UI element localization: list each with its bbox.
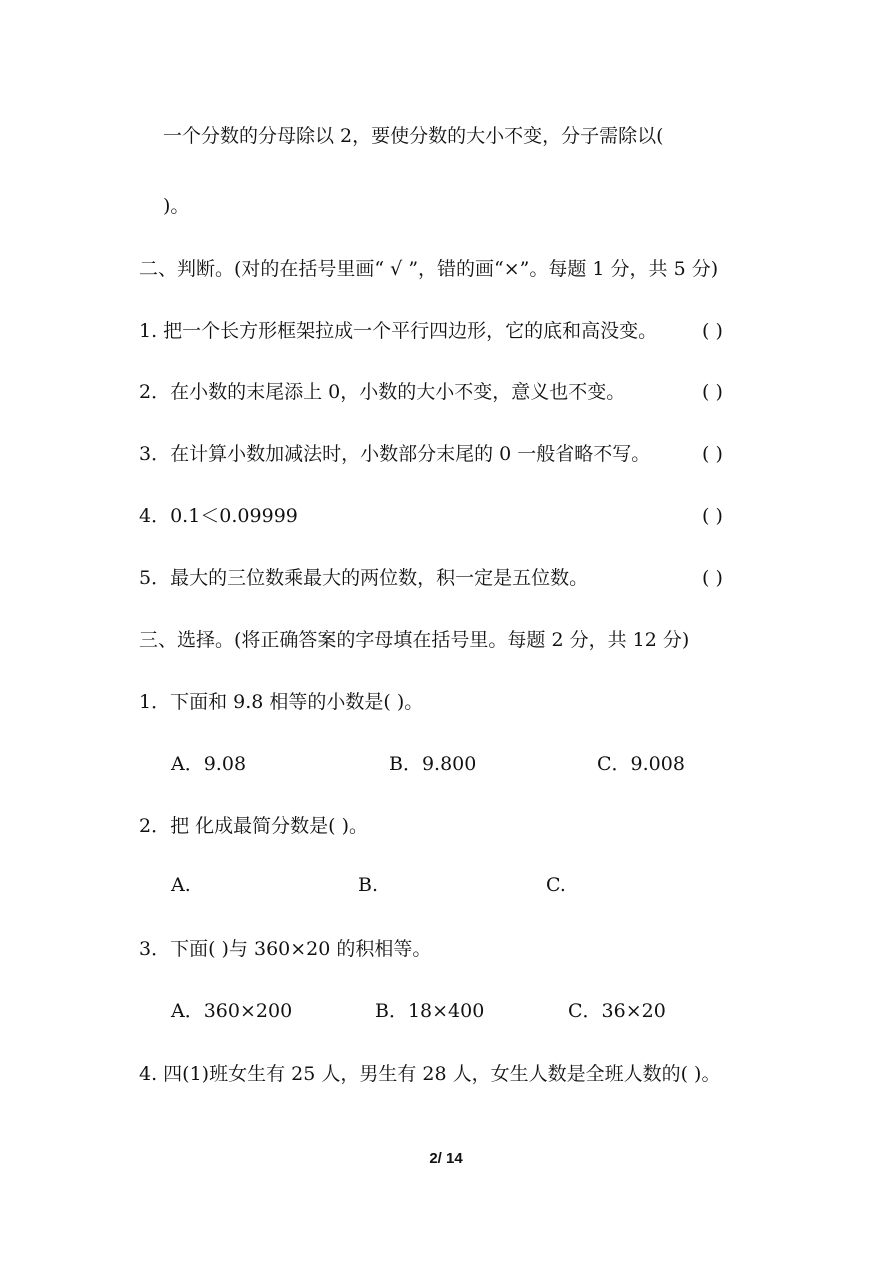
intro-line-1: 一个分数的分母除以 2，要使分数的大小不变，分子需除以( — [163, 125, 664, 147]
choice-q1-option-c[interactable]: C．9.008 — [597, 753, 685, 775]
judge-item-2: 2．在小数的末尾添上 0，小数的大小不变，意义也不变。 — [139, 381, 626, 403]
section3-heading: 三、选择。(将正确答案的字母填在括号里。每题 2 分，共 12 分) — [139, 629, 690, 651]
choice-q2: 2．把 化成最简分数是( )。 — [139, 815, 368, 837]
choice-q1: 1．下面和 9.8 相等的小数是( )。 — [139, 691, 424, 713]
choice-q3: 3．下面( )与 360×20 的积相等。 — [139, 938, 432, 960]
page-number: 2/ 14 — [429, 1150, 463, 1167]
choice-q2-option-b[interactable]: B. — [358, 874, 379, 896]
judge-blank-5[interactable]: ( ) — [702, 567, 723, 589]
judge-blank-3[interactable]: ( ) — [702, 443, 723, 465]
judge-item-3: 3．在计算小数加减法时，小数部分末尾的 0 一般省略不写。 — [139, 443, 651, 465]
judge-item-4: 4．0.1＜0.09999 — [139, 505, 298, 527]
judge-blank-4[interactable]: ( ) — [702, 505, 723, 527]
judge-blank-2[interactable]: ( ) — [702, 381, 723, 403]
section2-heading: 二、判断。(对的在括号里画“ √ ”，错的画“×”。每题 1 分，共 5 分) — [139, 258, 719, 280]
choice-q4: 4. 四(1)班女生有 25 人，男生有 28 人，女生人数是全班人数的( )。 — [139, 1063, 721, 1085]
judge-blank-1[interactable]: ( ) — [702, 320, 723, 342]
intro-line-2: )。 — [163, 195, 190, 217]
choice-q1-option-b[interactable]: B．9.800 — [389, 753, 477, 775]
choice-q3-option-c[interactable]: C．36×20 — [568, 1000, 666, 1022]
choice-q2-option-a[interactable]: A. — [171, 874, 191, 896]
choice-q3-option-b[interactable]: B．18×400 — [375, 1000, 485, 1022]
judge-item-5: 5．最大的三位数乘最大的两位数，积一定是五位数。 — [139, 567, 589, 589]
choice-q3-option-a[interactable]: A．360×200 — [171, 1000, 293, 1022]
choice-q1-option-a[interactable]: A．9.08 — [171, 753, 247, 775]
choice-q2-option-c[interactable]: C. — [546, 874, 566, 896]
judge-item-1: 1. 把一个长方形框架拉成一个平行四边形，它的底和高没变。 — [139, 320, 658, 342]
